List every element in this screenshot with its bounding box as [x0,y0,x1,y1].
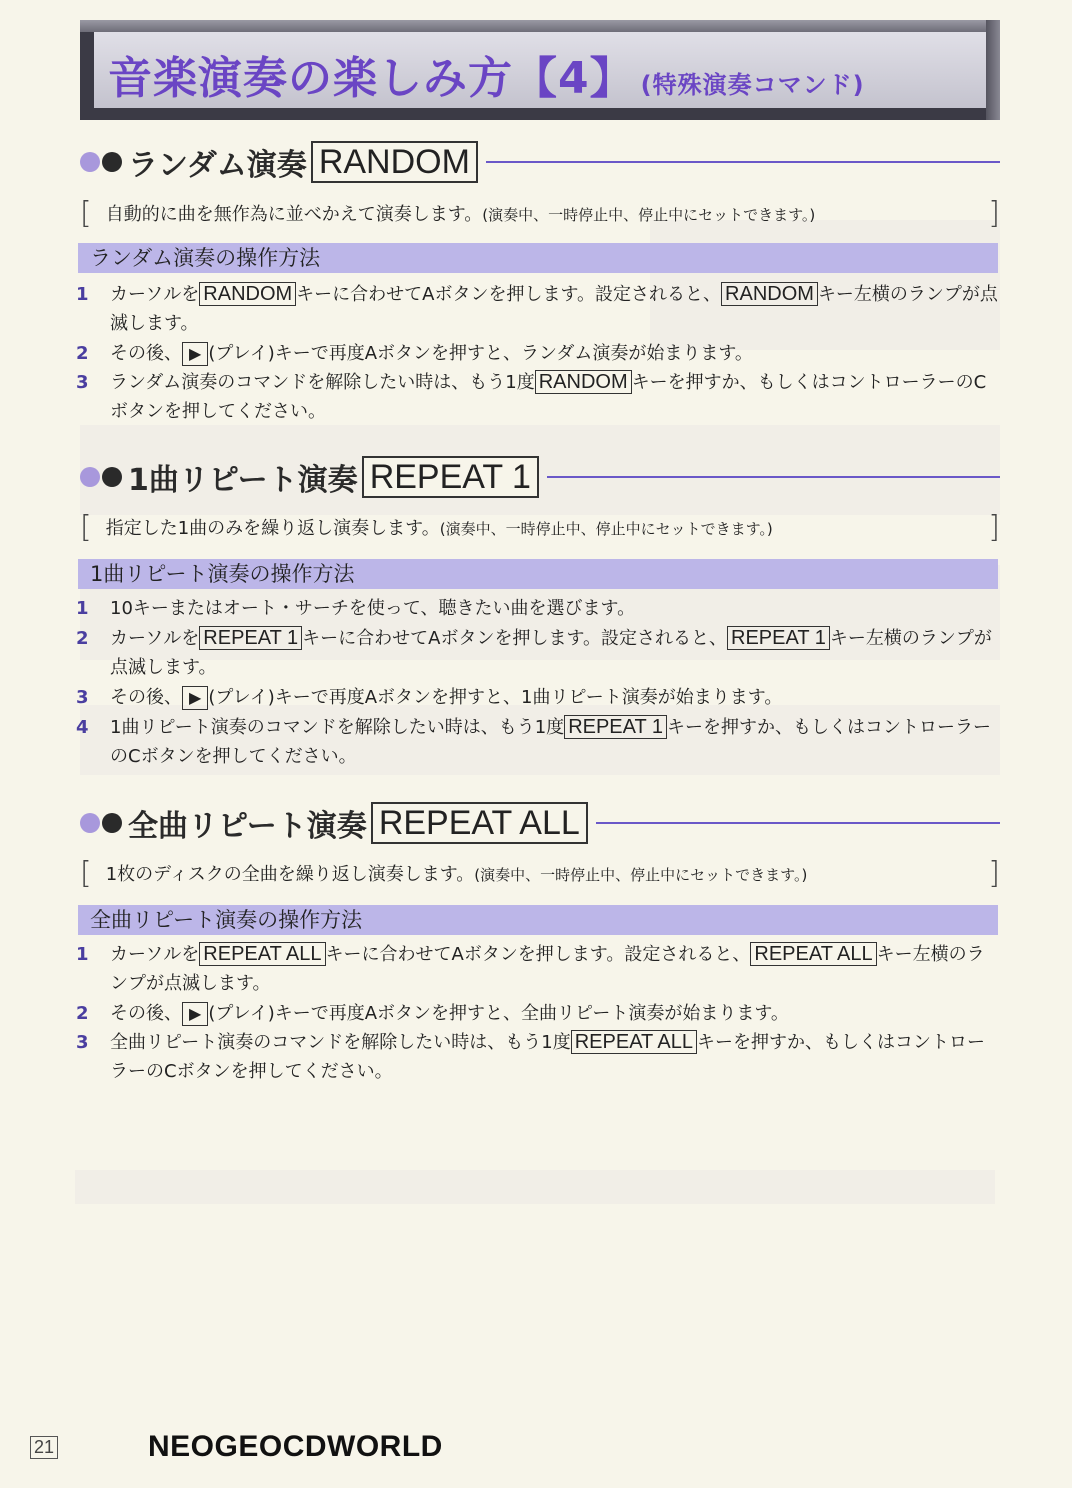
section-description: [ 1枚のディスクの全曲を繰り返し演奏します。(演奏中、一時停止中、停止中にセットできます。) ] [80,855,1000,891]
step-item: 1 カーソルを REPEAT ALL キーに合わせてAボタンを押します。設定されると、 REPEAT ALL キー左横のランプが点滅します。 [76,943,985,994]
step-item: 3 その後、 ▶ (プレイ)キーで再度Aボタンを押すと、1曲リピート演奏が始まります。 [76,687,783,708]
key-label: REPEAT 1 [199,626,302,650]
bullet-dots-icon [80,152,122,172]
step-item: 1 カーソルを RANDOM キーに合わせてAボタンを押します。設定されると、 RANDOM キー左横のランプが点滅します。 [76,283,998,334]
key-label: REPEAT ALL [750,942,876,966]
procedure-heading: ランダム演奏の操作方法 [78,243,998,273]
title-banner [80,20,1000,120]
section-key-label: REPEAT ALL [371,802,588,844]
section-description: [ 指定した1曲のみを繰り返し演奏します。(演奏中、一時停止中、停止中にセットできます。) ] [80,509,1000,545]
key-label: RANDOM [535,370,632,394]
step-item: 1 10キーまたはオート・サーチを使って、聴きたい曲を選びます。 [76,598,636,619]
section-title: 全曲リピート演奏 [128,809,367,844]
step-item: 2 その後、 ▶ (プレイ)キーで再度Aボタンを押すと、全曲リピート演奏が始まります。 [76,1003,789,1024]
page-subtitle: (特殊演奏コマンド) [640,71,865,99]
bullet-dots-icon [80,467,122,487]
section-title: ランダム演奏 [128,148,307,183]
section-heading-random [80,140,1000,184]
section-heading-repeat-all [80,801,1000,845]
watermark: NEOGEOCDWORLD [148,1430,443,1463]
page-number: 21 [30,1436,58,1459]
key-label: RANDOM [721,282,818,306]
step-item: 3 ランダム演奏のコマンドを解除したい時は、もう1度 RANDOM キーを押すか、もしくはコントローラーのCボタンを押してください。 [76,371,987,422]
key-label: REPEAT ALL [571,1030,697,1054]
key-label: RANDOM [199,282,296,306]
section-key-label: RANDOM [311,141,478,183]
heading-rule [547,476,1000,478]
procedure-heading: 1曲リピート演奏の操作方法 [78,559,998,589]
bleed-through [75,1170,995,1204]
step-item: 2 その後、 ▶ (プレイ)キーで再度Aボタンを押すと、ランダム演奏が始まります。 [76,343,753,364]
section-key-label: REPEAT 1 [362,456,539,498]
heading-rule [486,161,1000,163]
play-icon: ▶ [182,686,208,710]
bullet-dots-icon [80,813,122,833]
play-icon: ▶ [182,1002,208,1026]
procedure-heading: 全曲リピート演奏の操作方法 [78,905,998,935]
heading-rule [596,822,1000,824]
step-item: 4 1曲リピート演奏のコマンドを解除したい時は、もう1度 REPEAT 1 キーを押すか、もしくはコントローラーのCボタンを押してください。 [76,716,992,767]
key-label: REPEAT 1 [564,715,667,739]
key-label: REPEAT 1 [727,626,830,650]
section-description: [ 自動的に曲を無作為に並べかえて演奏します。(演奏中、一時停止中、停止中にセットできます。) ] [80,195,1000,231]
section-heading-repeat-1 [80,455,1000,499]
key-label: REPEAT ALL [199,942,325,966]
page-title: 音楽演奏の楽しみ方【4】 (特殊演奏コマンド) [108,53,865,104]
step-item: 3 全曲リピート演奏のコマンドを解除したい時は、もう1度 REPEAT ALL キーを押すか、もしくはコントローラーのCボタンを押してください。 [76,1031,985,1082]
step-item: 2 カーソルを REPEAT 1 キーに合わせてAボタンを押します。設定されると、 REPEAT 1 キー左横のランプが点滅します。 [76,627,992,678]
play-icon: ▶ [182,342,208,366]
section-title: 1曲リピート演奏 [128,463,358,498]
